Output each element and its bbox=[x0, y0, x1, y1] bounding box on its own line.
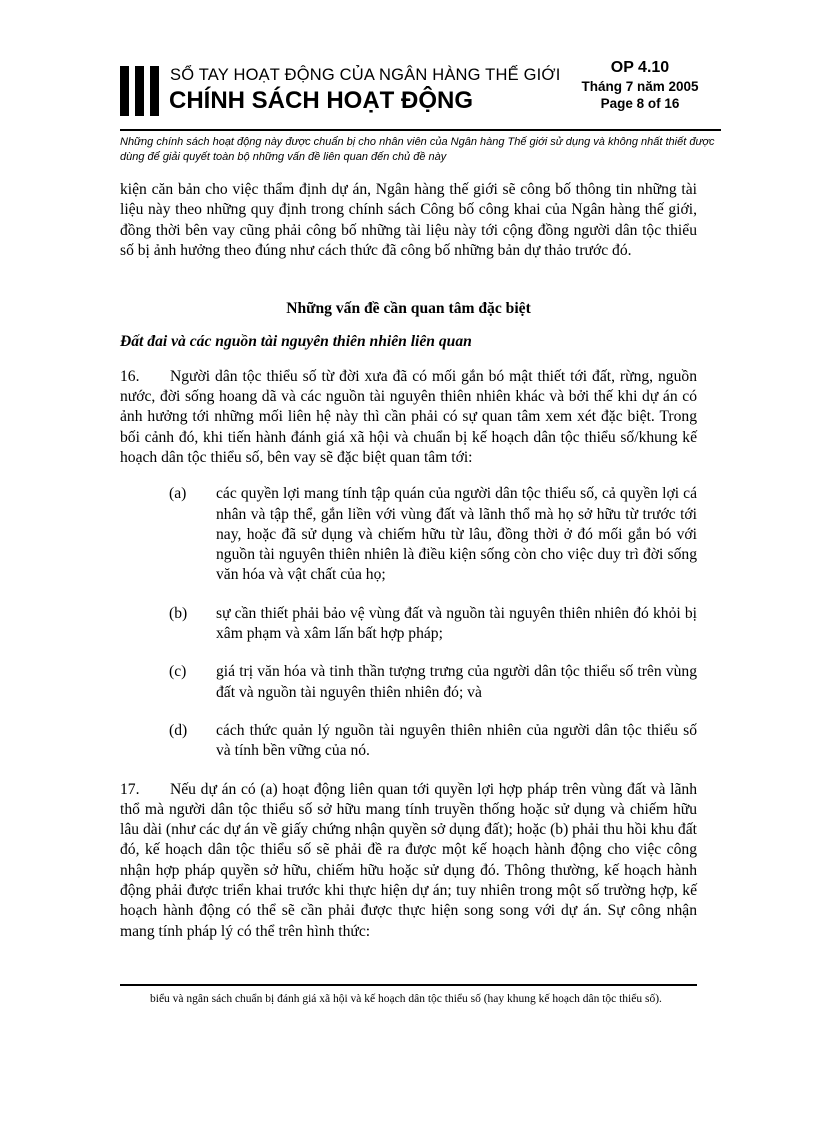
policy-date: Tháng 7 năm 2005 bbox=[581, 79, 699, 94]
handbook-title: SỔ TAY HOẠT ĐỘNG CỦA NGÂN HÀNG THẾ GIỚI bbox=[170, 66, 561, 84]
list-item bbox=[120, 604, 697, 645]
list-item bbox=[120, 662, 697, 703]
list-item bbox=[120, 484, 697, 585]
policy-title: CHÍNH SÁCH HOẠT ĐỘNG bbox=[169, 87, 473, 114]
paragraph-16 bbox=[120, 367, 697, 468]
header-divider bbox=[120, 129, 721, 131]
paragraph-text: Người dân tộc thiểu số từ đời xưa đã có mối gắn bó mật thiết tới đất, rừng, nguồn nước, đời sống hoang dã và các nguồn tài nguyên thiên nhiên khác và bởi thế khi dự án có ảnh hưởng tới những mối liên hệ này thì cần phải có sự quan tâm xem xét đặc biệt. Trong bối cảnh đó, khi tiến hành đánh giá xã hội và chuẩn bị kế hoạch dân tộc thiểu số/khung kế hoạch dân tộc thiểu số, bên vay sẽ đặc biệt quan tâm tới: bbox=[120, 367, 697, 466]
document-body bbox=[120, 180, 697, 942]
policy-meta bbox=[560, 58, 720, 112]
list-item-text: sự cần thiết phải bảo vệ vùng đất và nguồn tài nguyên thiên nhiên đó khỏi bị xâm phạm và xâm lấn bất hợp pháp; bbox=[216, 604, 697, 643]
list-item-text: cách thức quản lý nguồn tài nguyên thiên nhiên của người dân tộc thiểu số và tính bền vững của nó. bbox=[216, 721, 697, 760]
subsection-heading: Đất đai và các nguồn tài nguyên thiên nhiên liên quan bbox=[120, 333, 472, 351]
list-item-label: (a) bbox=[169, 485, 187, 503]
paragraph-17 bbox=[120, 780, 697, 942]
paragraph-number: 16. bbox=[120, 367, 140, 385]
header-disclaimer: Những chính sách hoạt động này được chuẩn bị cho nhân viên của Ngân hàng Thế giới sử dụng và không nhất thiết được dùng để giải quyết toàn bộ những vấn đề liên quan đến chủ đề này bbox=[120, 136, 715, 163]
list-item-text: các quyền lợi mang tính tập quán của người dân tộc thiểu số, cả quyền lợi cá nhân và tập thể, gắn liền với vùng đất và lãnh thổ mà họ sở hữu từ trước tới nay, hoặc đã sử dụng và chiếm hữu từ lâu, đồng thời ở đó mối gắn bó với nguồn tài nguyên thiên nhiên là điều kiện sống còn cho việc duy trì đời sống văn hóa và vật chất của họ; bbox=[216, 485, 697, 584]
considerations-list bbox=[120, 484, 697, 761]
intro-paragraph: kiện căn bản cho việc thẩm định dự án, Ngân hàng thế giới sẽ công bố thông tin những tài liệu này theo những quy định trong chính sách Công bố công khai của Ngân hàng thế giới, đồng thời bên vay cũng phải công bố những tài liệu này tới cộng đồng người dân tộc thiểu số bị ảnh hưởng theo đúng như cách thức đã công bố những bản dự thảo trước đó. bbox=[120, 181, 697, 259]
list-item-label: (b) bbox=[169, 604, 188, 622]
list-item bbox=[120, 721, 697, 762]
list-item-label: (c) bbox=[169, 663, 187, 681]
page-header bbox=[120, 58, 720, 128]
list-item-label: (d) bbox=[169, 721, 188, 739]
footnote: biểu và ngân sách chuẩn bị đánh giá xã hội và kế hoạch dân tộc thiểu số (hay khung kế hoạch dân tộc thiểu số). bbox=[150, 993, 662, 1005]
paragraph-text: Nếu dự án có (a) hoạt động liên quan tới quyền lợi hợp pháp trên vùng đất và lãnh thổ mà người dân tộc thiểu số sở hữu mang tính truyền thống hoặc sử dụng và chiếm hữu lâu dài (như các dự án về giấy chứng nhận quyền sở dụng đất); hoặc (b) phải thu hồi khu đất đó, kế hoạch dân tộc thiểu số sẽ phải đề ra được một kế hoạch hành động cho việc công nhận hợp pháp quyền sở hữu, chiếm hữu hoặc sử dụng đó. Thông thường, kế hoạch hành động phải được triển khai trước khi thực hiện dự án; tuy nhiên trong một số trường hợp, kế hoạch hành động có thể sẽ cần phải được thực hiện song song với dự án. Sự công nhận mang tính pháp lý có thể trên hình thức: bbox=[120, 780, 697, 940]
footnote-divider bbox=[120, 984, 697, 986]
section-heading: Những vấn đề cần quan tâm đặc biệt bbox=[286, 300, 531, 318]
paragraph-number: 17. bbox=[120, 780, 140, 798]
list-item-text: giá trị văn hóa và tinh thần tượng trưng của người dân tộc thiểu số trên vùng đất và nguồn tài nguyên thiên nhiên đó; và bbox=[216, 663, 697, 701]
page-number: Page 8 of 16 bbox=[600, 96, 680, 111]
world-bank-logo bbox=[120, 66, 162, 116]
op-number: OP 4.10 bbox=[610, 59, 670, 76]
